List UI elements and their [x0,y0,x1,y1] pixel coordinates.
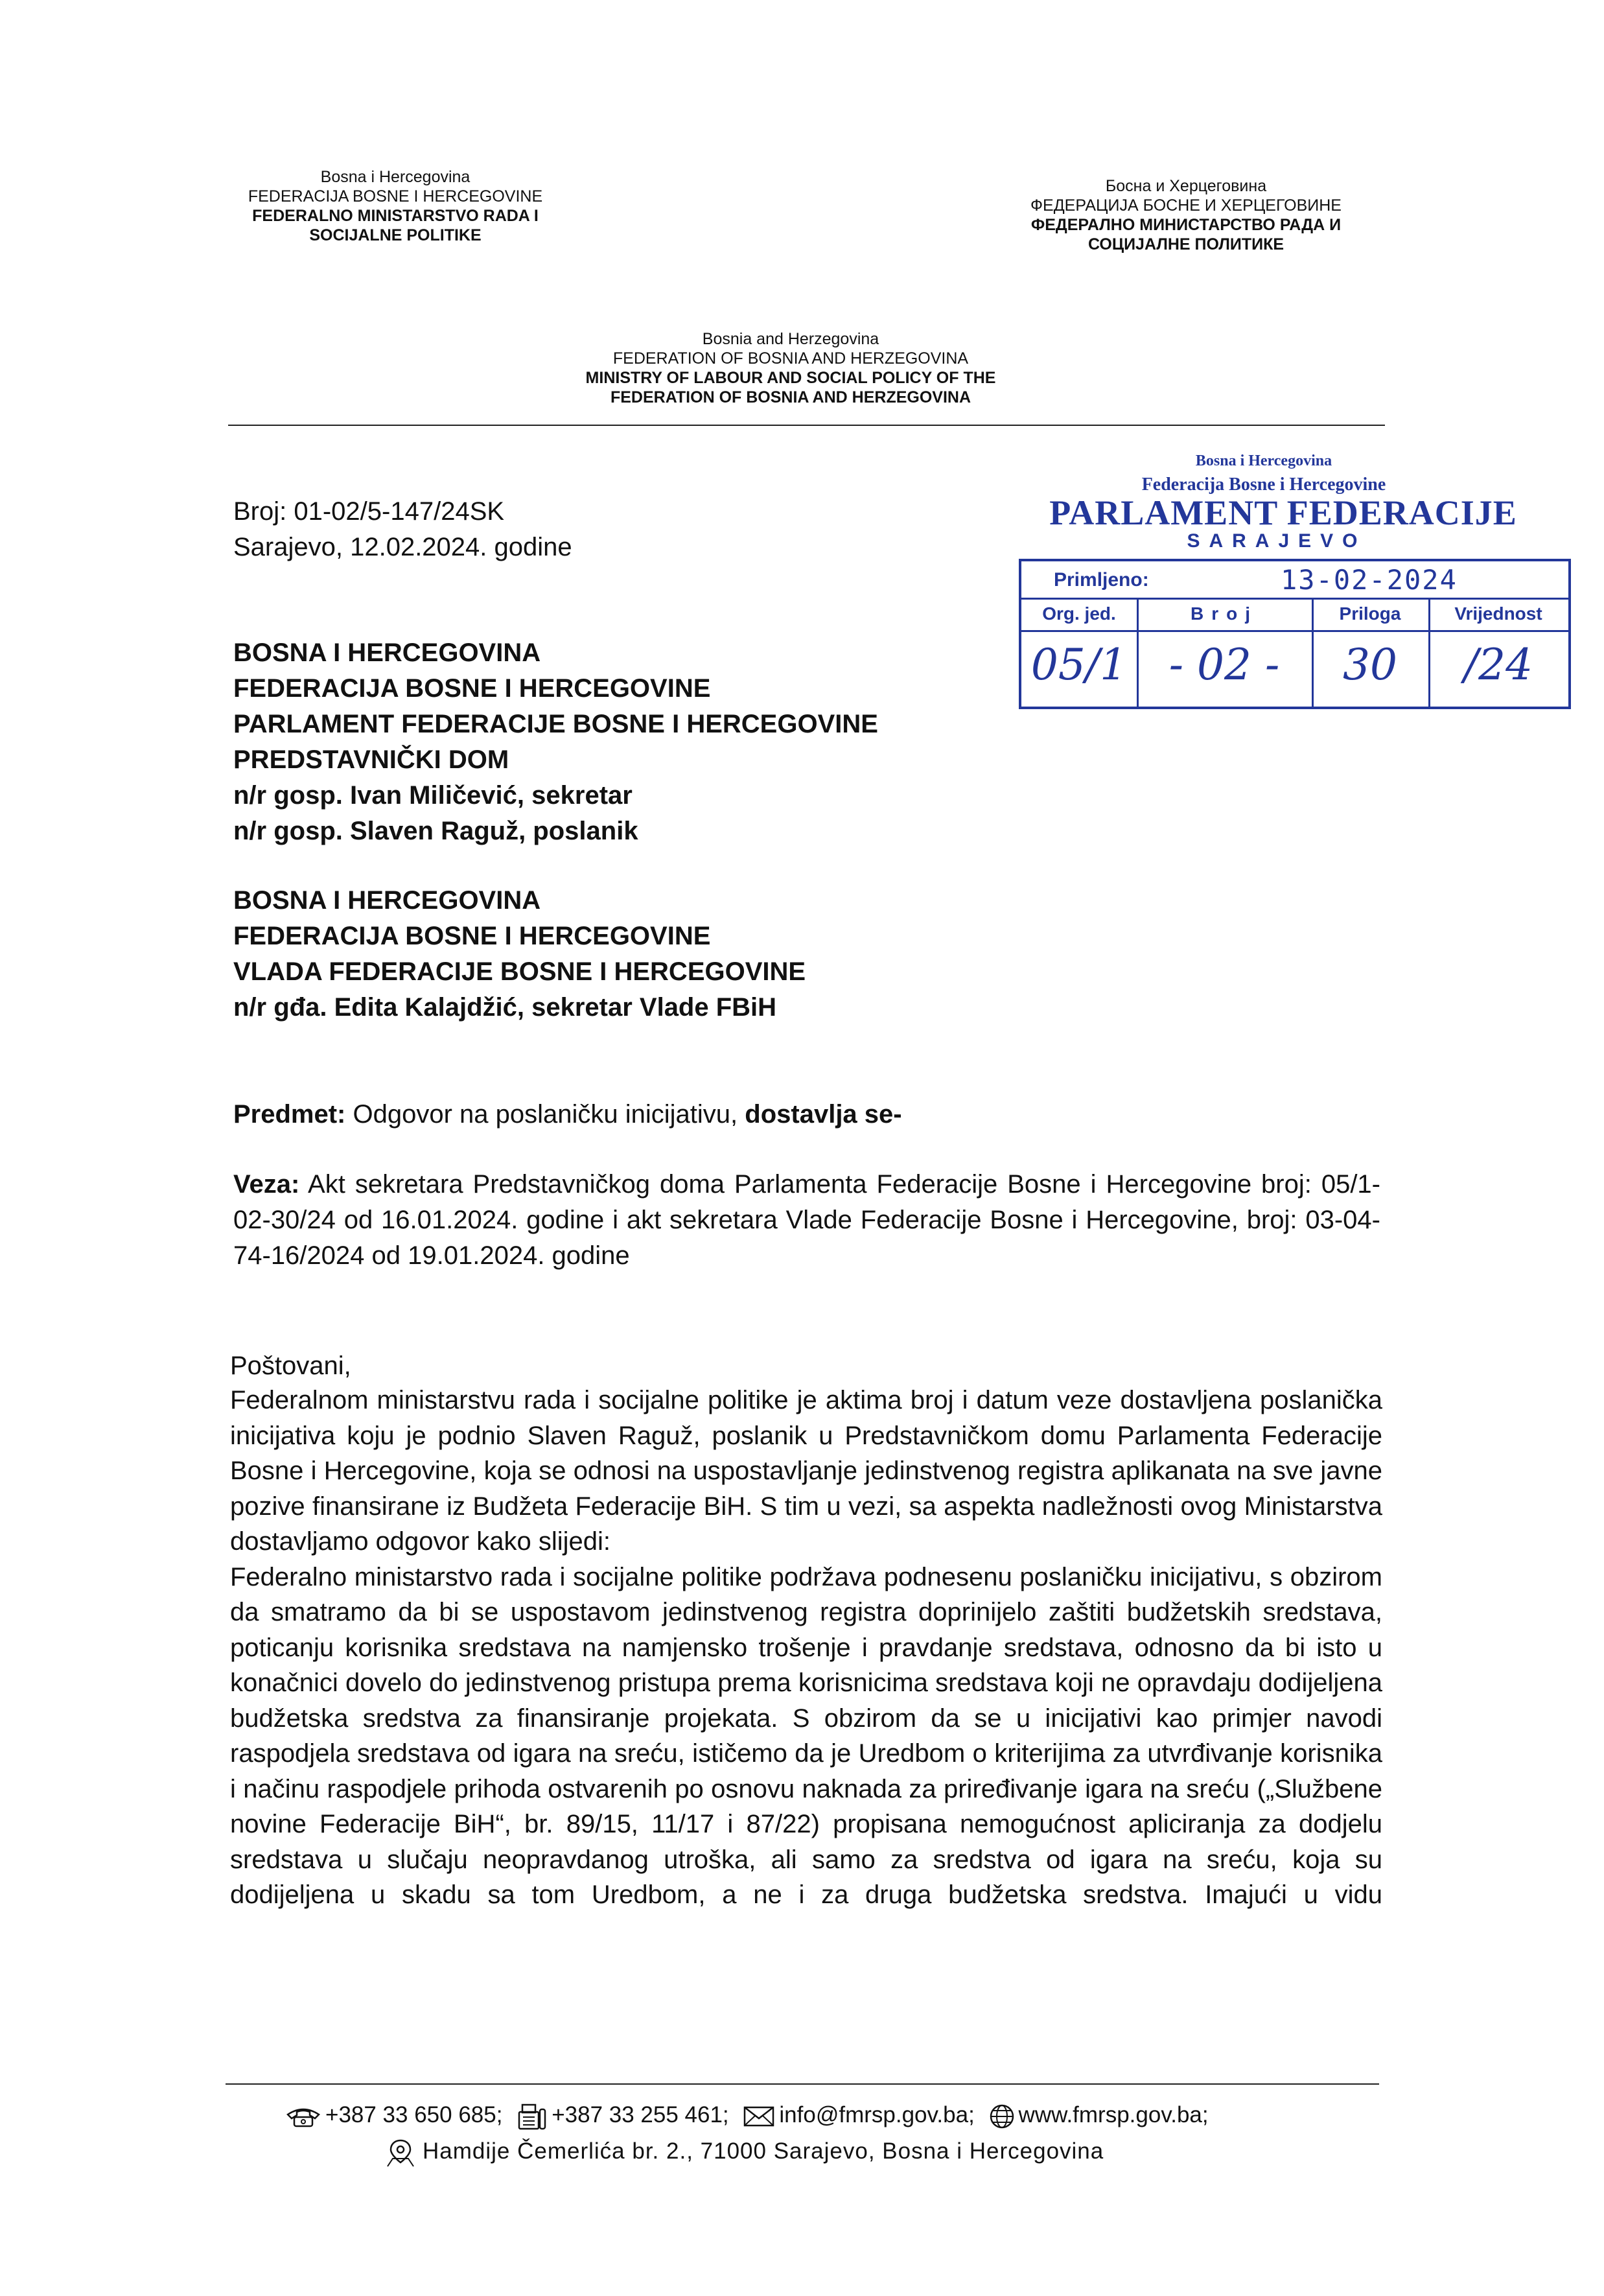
reception-stamp [1011,447,1581,720]
recipient-attention: n/r gosp. Slaven Raguž, poslanik [233,817,638,845]
letterhead-country: Bosna i Hercegovina [320,168,471,186]
recipient-parliament [233,635,1076,849]
stamp-attachments-value: 30 [1343,640,1397,690]
letterhead-english [506,329,1076,407]
letterhead-en-country: Bosnia and Herzegovina [702,330,879,348]
letterhead-en-ministry-line2: FEDERATION OF BOSNIA AND HERZEGOVINA [610,388,971,406]
footer-divider [226,2083,1379,2085]
veza-text: Akt sekretara Predstavničkog doma Parlamenta Federacije Bosne i Hercegovine broj: 05/1-02-30/24 od 16.01.2024. godine i akt sekretara Vlade Federacije Bosne i Hercegovine, broj: 03-04-74-16/2024 od 19.01.2024. godine [233,1170,1380,1270]
recipient-attention: n/r gosp. Ivan Miličević, sekretar [233,781,633,810]
footer-address: Hamdije Čemerlića br. 2., 71000 Sarajevo, Bosna i Hercegovina [423,2138,1104,2164]
stamp-received-date: 13-02-2024 [1281,564,1458,596]
subject-text: Odgovor na poslaničku inicijativu, [345,1100,745,1129]
stamp-header-number: Broj [1191,603,1258,624]
reference-link [233,1167,1380,1274]
letter-body [230,1383,1382,1913]
stamp-value-value: /24 [1463,640,1533,690]
recipient-line: PREDSTAVNIČKI DOM [233,745,509,774]
recipient-line: VLADA FEDERACIJE BOSNE I HERCEGOVINE [233,957,806,986]
recipient-government [233,883,1076,1025]
subject-line [233,1097,1387,1132]
reference-number: Broj: 01-02/5-147/24SK [233,497,505,526]
stamp-city: SARAJEVO [1187,530,1367,552]
greeting: Poštovani, [230,1352,351,1380]
letterhead-cyrillic [972,176,1400,254]
recipient-line: FEDERACIJA BOSNE I HERCEGOVINE [233,922,711,950]
footer-address-line [382,2137,1322,2168]
footer-email: info@fmrsp.gov.ba; [779,2102,975,2127]
stamp-table [1019,559,1571,709]
stamp-header-value: Vrijednost [1454,603,1542,624]
letterhead-latin [207,167,583,245]
subject-emphasis: dostavlja se- [745,1100,902,1129]
stamp-org-value: 05/1 [1030,640,1128,690]
recipient-attention: n/r gđa. Edita Kalajdžić, sekretar Vlade FBiH [233,993,777,1022]
subject-label: Predmet: [233,1100,346,1129]
letterhead-en-ministry-line1: MINISTRY OF LABOUR AND SOCIAL POLICY OF THE [585,369,996,387]
letterhead-cyr-federation: ФЕДЕРАЦИЈА БОСНЕ И ХЕРЦЕГОВИНЕ [1030,196,1342,215]
stamp-federation: Federacija Bosne i Hercegovine [1141,474,1386,495]
stamp-number-value: - 02 - [1168,640,1280,690]
phone-icon [285,2105,321,2127]
recipient-line: BOSNA I HERCEGOVINA [233,886,541,915]
letterhead-ministry-line2: SOCIJALNE POLITIKE [309,226,482,244]
recipient-line: FEDERACIJA BOSNE I HERCEGOVINE [233,674,711,703]
location-pin-icon [382,2138,419,2168]
recipient-line: BOSNA I HERCEGOVINA [233,638,541,667]
reference-place-date: Sarajevo, 12.02.2024. godine [233,533,572,561]
letterhead-cyr-ministry-line2: СОЦИЈАЛНЕ ПОЛИТИКЕ [1087,235,1284,253]
veza-label: Veza: [233,1170,300,1199]
letterhead-en-federation: FEDERATION OF BOSNIA AND HERZEGOVINA [612,349,969,368]
body-paragraph: Federalnom ministarstvu rada i socijalne politike je aktima broj i datum veze dostavljena poslanička inicijativa koju je podnio Slaven Raguž, poslanik u Predstavničkom domu Parlamenta Federacije Bosne i Hercegovine, koja se odnosi na uspostavljanje jedinstvenog registra aplikanata na sve javne pozive finansirane iz Budžeta Federacije BiH. S tim u vezi, sa aspekta nadležnosti ovog Ministarstva dostavljamo odgovor kako slijedi: [230,1386,1382,1556]
fax-icon [517,2103,548,2130]
recipient-line: PARLAMENT FEDERACIJE BOSNE I HERCEGOVINE [233,710,878,738]
footer-web: www.fmrsp.gov.ba; [1018,2102,1209,2127]
letterhead-cyr-country: Босна и Херцеговина [1105,177,1267,195]
footer-fax: +387 33 255 461; [552,2102,729,2127]
letterhead-federation: FEDERACIJA BOSNE I HERCEGOVINE [248,187,543,205]
stamp-header-row [1021,598,1568,632]
stamp-parliament: PARLAMENT FEDERACIJE [1049,493,1517,532]
body-paragraph: Federalno ministarstvo rada i socijalne politike podržava podnesenu poslaničku inicijativu, s obzirom da smatramo da bi se uspostavom jedinstvenog registra doprinijelo zaštiti budžetskih sredstava, poticanju korisnika sredstava na namjensko trošenje i pravdanje sredstava, odnosno da bi isto u konačnici dovelo do jedinstvenog pristupa prema korisnicima sredstava koji ne opravdaju dodijeljena budžetska sredstva za finansiranje projekata. S obzirom da se u inicijativi kao primjer navodi raspodjela sredstava od igara na sreću, ističemo da je Uredbom o kriterijima za utvrđivanje korisnika i načinu raspodjele prihoda ostvarenih po osnovu naknada za priređivanje igara na sreću („Službene novine Federacije BiH“, br. 89/15, 11/17 i 87/22) propisana nemogućnost apliciranja za dodjelu sredstava u slučaju neopravdanog utroška, ali samo za sredstva od igara na sreću, koja su dodijeljena u skadu sa tom Uredbom, a ne i za druga budžetska sredstva. Imajući u vidu [230,1562,1382,1909]
stamp-header-org: Org. jed. [1042,603,1116,624]
stamp-received-row [1021,561,1568,600]
stamp-header-attachments: Priloga [1339,603,1401,624]
globe-icon [989,2103,1015,2129]
footer-contacts [285,2100,1348,2130]
stamp-country: Bosna i Hercegovina [1195,452,1332,469]
reference-block [233,494,817,565]
envelope-icon [743,2105,775,2127]
footer-phone: +387 33 650 685; [325,2102,503,2127]
header-divider [228,425,1385,426]
letterhead-ministry-line1: FEDERALNO MINISTARSTVO RADA I [252,207,539,225]
stamp-received-label: Primljeno: [1054,569,1149,591]
letterhead-cyr-ministry-line1: ФЕДЕРАЛНО МИНИСТАРСТВО РАДА И [1030,216,1342,234]
